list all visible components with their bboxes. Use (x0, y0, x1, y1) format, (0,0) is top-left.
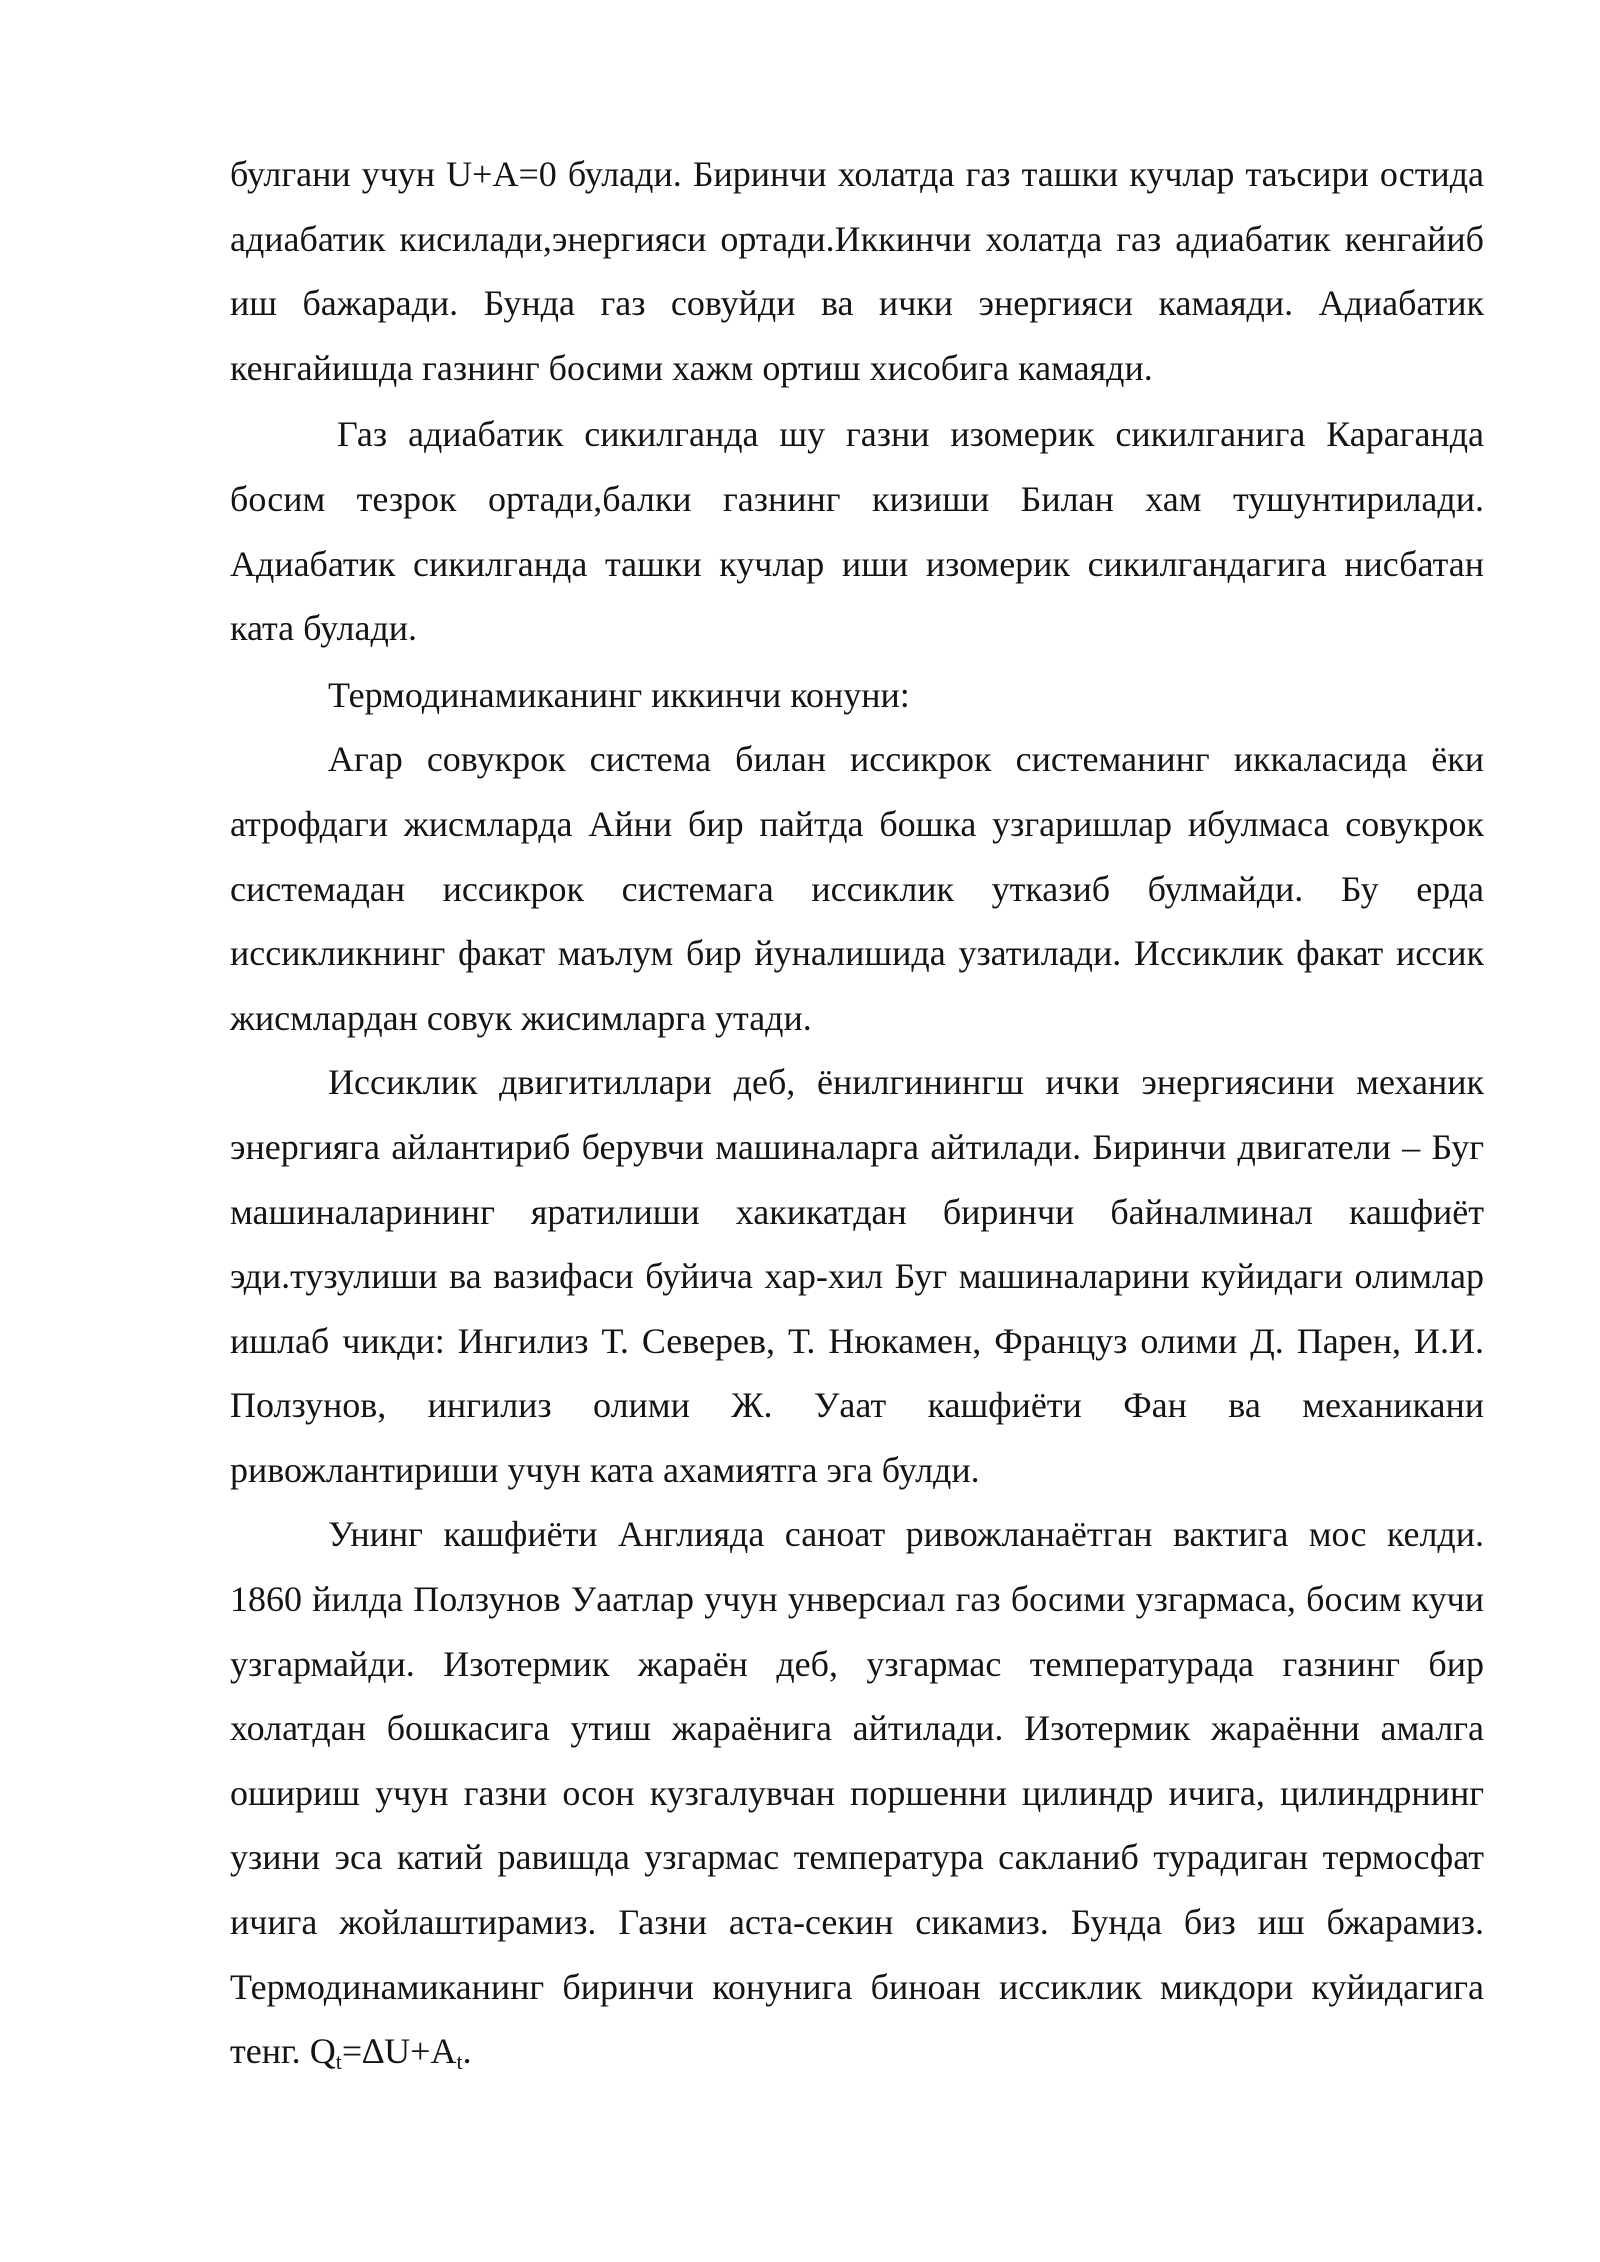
formula-middle: =∆U+A (341, 2031, 457, 2072)
document-page (230, 142, 1484, 2084)
formula-q-subscript: t (335, 2049, 342, 2075)
paragraph-3: Агар совукрок система билан иссикрок системанинг иккаласида ёки атрофдаги жисмларда Айни бир пайтда бошка узгаришлар ибулмаса совукрок системадан иссикрок системага иссиклик утказиб булмайди. Бу ерда иссикликнинг факат маълум бир йуналишида узатилади. Иссиклик факат иссик жисмлардан совук жисимларга утади. (230, 739, 1484, 1038)
formula-q: Q (309, 2031, 336, 2072)
formula-a-subscript: t (456, 2049, 463, 2075)
paragraph-5 (230, 1502, 1484, 2083)
paragraph-5-text: Унинг кашфиёти Англияда саноат ривожланаётган вактига мос келди. 1860 йилда Ползунов Уаатлар учун унверсиал газ босими узгармаса, босим кучи узгармайди. Изотермик жараён деб, узгармас температурада газнинг бир холатдан бошкасига утиш жараёнига айтилади. Изотермик жараённи амалга ошириш учун газни осон кузгалувчан поршенни цилиндр ичига, цилиндрнинг узини эса катий равишда узгармас температура сакланиб турадиган термосфат ичига жойлаштирамиз. Газни аста-секин сикамиз. Бунда биз иш бжарамиз. Термодинамиканинг биринчи конунига биноан иссиклик микдори куйидагига тенг. (230, 1514, 1484, 2072)
paragraph-1: булгани учун U+A=0 булади. Биринчи холатда газ ташки кучлар таъсири остида адиабатик кисилади,энергияси ортади.Иккинчи холатда газ адиабатик кенгайиб иш бажаради. Бунда газ совуйди ва ички энергияси камаяди. Адиабатик кенгайишда газнинг босими хажм ортиш хисобига камаяди. (230, 154, 1484, 388)
paragraph-2: Газ адиабатик сикилганда шу газни изомерик сикилганига Караганда босим тезрок ортади,балки газнинг кизиши Билан хам тушунтирилади. Адиабатик сикилганда ташки кучлар иши изомерик сикилгандагига нисбатан ката булади. (230, 414, 1484, 649)
section-heading: Термодинамиканинг иккинчи конуни: (328, 674, 910, 715)
formula-end: . (462, 2031, 472, 2072)
paragraph-4: Иссиклик двигитиллари деб, ёнилгинингш ички энергиясини механик энергияга айлантириб берувчи машиналарга айтилади. Биринчи двигатели – Буг машиналарининг яратилиши хакикатдан биринчи байналминал кашфиёт эди.тузулиши ва вазифаси буйича хар-хил Буг машиналарини куйидаги олимлар ишлаб чикди: Ингилиз Т. Северев, Т. Нюкамен, Француз олими Д. Парен, И.И. Ползунов, ингилиз олими Ж. Уаат кашфиёти Фан ва механикани ривожлантириши учун ката ахамиятга эга булди. (230, 1062, 1484, 1490)
formula (309, 2031, 472, 2075)
